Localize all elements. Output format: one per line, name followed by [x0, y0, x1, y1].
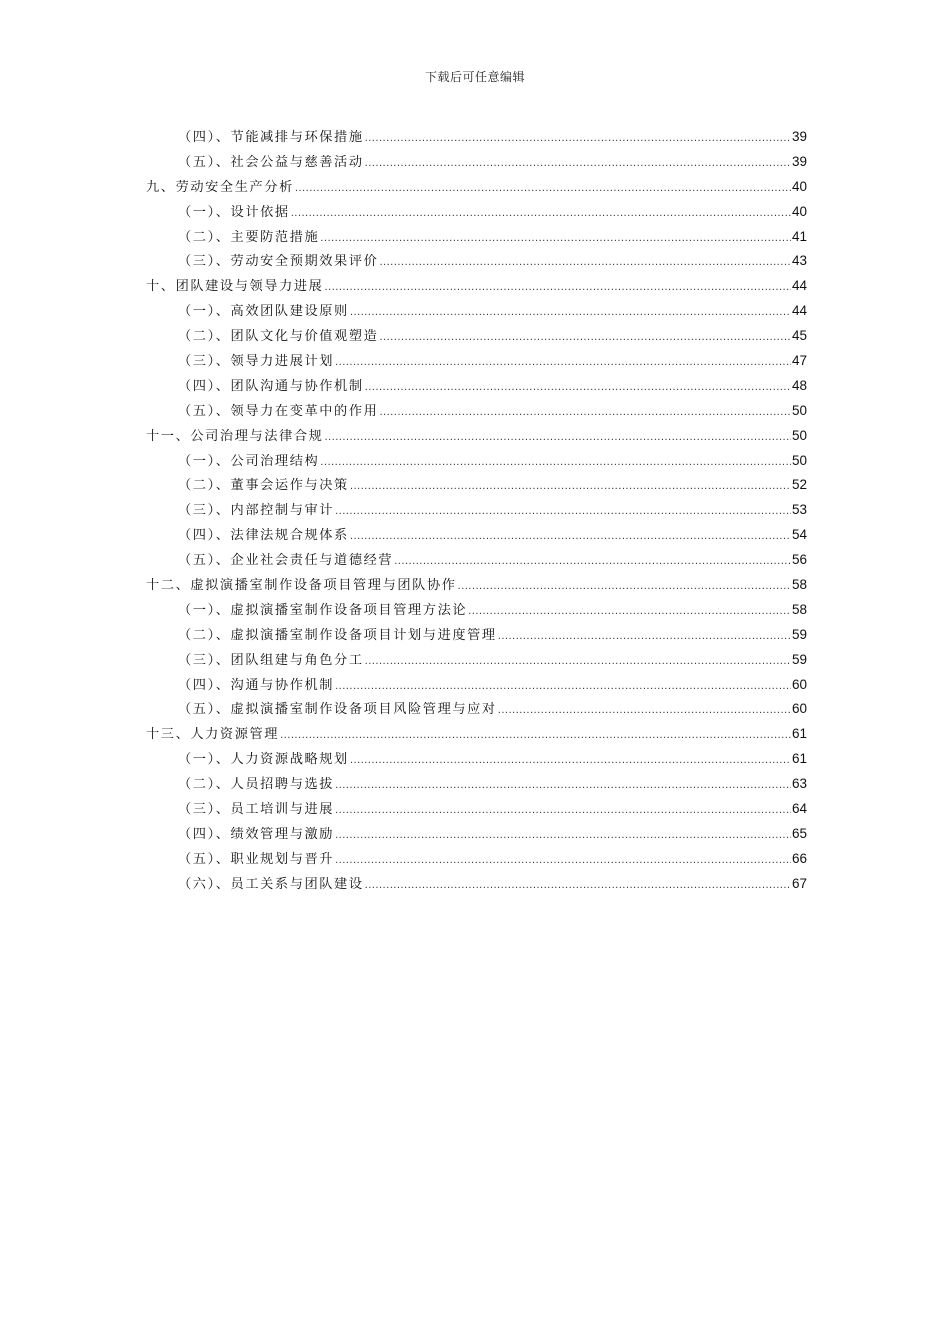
toc-dot-leader: [458, 575, 791, 600]
toc-dot-leader: [365, 650, 791, 675]
toc-entry-page-number: 58: [791, 601, 807, 617]
toc-dot-leader: [394, 550, 791, 575]
toc-entry-page-number: 65: [791, 825, 807, 841]
toc-dot-leader: [379, 326, 791, 351]
toc-dot-leader: [350, 525, 791, 550]
toc-dot-leader: [468, 600, 791, 625]
toc-entry[interactable]: [146, 573, 807, 598]
toc-entry-title: （五）、职业规划与晋升: [178, 851, 335, 867]
toc-entry-page-number: 61: [791, 751, 807, 767]
toc-entry-title: （五）、企业社会责任与道德经营: [178, 553, 394, 569]
toc-entry-title: （三）、劳动安全预期效果评价: [178, 254, 379, 270]
toc-entry[interactable]: [146, 374, 807, 399]
toc-dot-leader: [335, 500, 791, 525]
toc-entry-page-number: 53: [791, 502, 807, 518]
toc-entry[interactable]: [146, 424, 807, 449]
toc-entry-page-number: 41: [791, 228, 807, 244]
toc-entry[interactable]: [146, 473, 807, 498]
toc-entry-page-number: 54: [791, 527, 807, 543]
toc-dot-leader: [320, 451, 791, 476]
toc-dot-leader: [291, 202, 791, 227]
toc-entry-page-number: 67: [791, 875, 807, 891]
toc-entry[interactable]: [146, 498, 807, 523]
toc-dot-leader: [335, 849, 791, 874]
toc-entry-title: （二）、虚拟演播室制作设备项目计划与进度管理: [178, 627, 497, 643]
toc-entry-page-number: 45: [791, 328, 807, 344]
toc-entry[interactable]: [146, 722, 807, 747]
toc-entry[interactable]: [146, 249, 807, 274]
toc-entry[interactable]: [146, 623, 807, 648]
toc-dot-leader: [365, 874, 791, 899]
toc-dot-leader: [498, 625, 791, 650]
toc-entry-title: （一）、人力资源战略规划: [178, 752, 349, 768]
toc-entry-page-number: 50: [791, 452, 807, 468]
toc-entry[interactable]: [146, 399, 807, 424]
toc-dot-leader: [379, 251, 791, 276]
toc-entry[interactable]: [146, 274, 807, 299]
toc-dot-leader: [350, 301, 791, 326]
toc-entry[interactable]: [146, 523, 807, 548]
toc-entry[interactable]: [146, 847, 807, 872]
toc-entry[interactable]: [146, 822, 807, 847]
toc-entry-page-number: 59: [791, 626, 807, 642]
toc-entry-title: （二）、主要防范措施: [178, 229, 320, 245]
toc-dot-leader: [350, 749, 791, 774]
toc-entry-page-number: 58: [791, 577, 807, 593]
toc-entry-title: 十二、虚拟演播室制作设备项目管理与团队协作: [146, 578, 457, 594]
toc-entry-page-number: 40: [791, 178, 807, 194]
toc-entry-page-number: 52: [791, 477, 807, 493]
toc-dot-leader: [280, 724, 791, 749]
toc-entry-title: （一）、虚拟演播室制作设备项目管理方法论: [178, 602, 468, 618]
toc-entry-title: 十一、公司治理与法律合规: [146, 428, 324, 444]
toc-entry-title: （二）、人员招聘与选拔: [178, 777, 335, 793]
toc-dot-leader: [324, 426, 791, 451]
toc-entry-title: （一）、设计依据: [178, 204, 290, 220]
toc-entry[interactable]: [146, 324, 807, 349]
toc-entry-page-number: 47: [791, 353, 807, 369]
toc-dot-leader: [498, 699, 791, 724]
toc-entry-title: （二）、团队文化与价值观塑造: [178, 329, 379, 345]
toc-entry-title: 九、劳动安全生产分析: [146, 179, 294, 195]
toc-entry[interactable]: [146, 150, 807, 175]
toc-entry-title: （四）、法律法规合规体系: [178, 528, 349, 544]
toc-dot-leader: [295, 177, 791, 202]
toc-entry[interactable]: [146, 648, 807, 673]
toc-entry[interactable]: [146, 797, 807, 822]
toc-entry-page-number: 61: [791, 726, 807, 742]
toc-entry-title: （五）、社会公益与慈善活动: [178, 154, 364, 170]
toc-entry-title: （六）、员工关系与团队建设: [178, 876, 364, 892]
toc-entry-title: （一）、高效团队建设原则: [178, 304, 349, 320]
toc-entry-title: （三）、内部控制与审计: [178, 503, 335, 519]
toc-entry-title: 十、团队建设与领导力进展: [146, 279, 324, 295]
toc-entry-page-number: 64: [791, 801, 807, 817]
toc-entry[interactable]: [146, 299, 807, 324]
toc-entry[interactable]: [146, 598, 807, 623]
toc-dot-leader: [365, 152, 791, 177]
toc-dot-leader: [365, 127, 791, 152]
toc-entry[interactable]: [146, 872, 807, 897]
toc-entry-title: （五）、虚拟演播室制作设备项目风险管理与应对: [178, 702, 497, 718]
toc-dot-leader: [324, 276, 791, 301]
toc-entry-title: （四）、绩效管理与激励: [178, 826, 335, 842]
toc-entry-title: （三）、团队组建与角色分工: [178, 652, 364, 668]
toc-entry-title: （五）、领导力在变革中的作用: [178, 403, 379, 419]
toc-dot-leader: [335, 351, 791, 376]
toc-entry[interactable]: [146, 747, 807, 772]
toc-entry[interactable]: [146, 125, 807, 150]
toc-entry-title: （三）、员工培训与进展: [178, 802, 335, 818]
toc-dot-leader: [379, 401, 791, 426]
toc-entry-title: （四）、沟通与协作机制: [178, 677, 335, 693]
toc-dot-leader: [350, 475, 791, 500]
toc-entry-page-number: 40: [791, 203, 807, 219]
toc-entry-page-number: 39: [791, 153, 807, 169]
toc-dot-leader: [335, 675, 791, 700]
toc-entry-title: （三）、领导力进展计划: [178, 354, 335, 370]
toc-entry-page-number: 44: [791, 278, 807, 294]
toc-entry-page-number: 63: [791, 776, 807, 792]
toc-entry[interactable]: [146, 225, 807, 250]
toc-entry-page-number: 59: [791, 651, 807, 667]
page-header: 下载后可任意编辑: [424, 70, 525, 84]
toc-entry-title: 十三、人力资源管理: [146, 727, 280, 743]
toc-entry-page-number: 50: [791, 427, 807, 443]
toc-entry[interactable]: [146, 673, 807, 698]
toc-dot-leader: [320, 227, 791, 252]
toc-entry-page-number: 60: [791, 701, 807, 717]
toc-entry-title: （二）、董事会运作与决策: [178, 478, 349, 494]
toc-dot-leader: [365, 376, 791, 401]
toc-entry-page-number: 50: [791, 402, 807, 418]
toc-entry[interactable]: [146, 200, 807, 225]
toc-entry-page-number: 39: [791, 129, 807, 144]
toc-entry-page-number: 60: [791, 676, 807, 692]
toc-entry[interactable]: [146, 349, 807, 374]
toc-entry-title: （四）、节能减排与环保措施: [178, 130, 364, 145]
toc-entry[interactable]: [146, 449, 807, 474]
toc-entry[interactable]: [146, 548, 807, 573]
toc-entry[interactable]: [146, 697, 807, 722]
toc-entry[interactable]: [146, 175, 807, 200]
toc-dot-leader: [335, 774, 791, 799]
toc-entry[interactable]: [146, 772, 807, 797]
toc-entry-title: （一）、公司治理结构: [178, 453, 320, 469]
toc-entry-page-number: 44: [791, 303, 807, 319]
toc-entry-page-number: 43: [791, 253, 807, 269]
toc-entry-page-number: 66: [791, 850, 807, 866]
toc-dot-leader: [335, 799, 791, 824]
toc-entry-page-number: 56: [791, 552, 807, 568]
toc-entry-title: （四）、团队沟通与协作机制: [178, 378, 364, 394]
table-of-contents: [146, 125, 807, 897]
toc-entry-page-number: 48: [791, 377, 807, 393]
toc-dot-leader: [335, 824, 791, 849]
